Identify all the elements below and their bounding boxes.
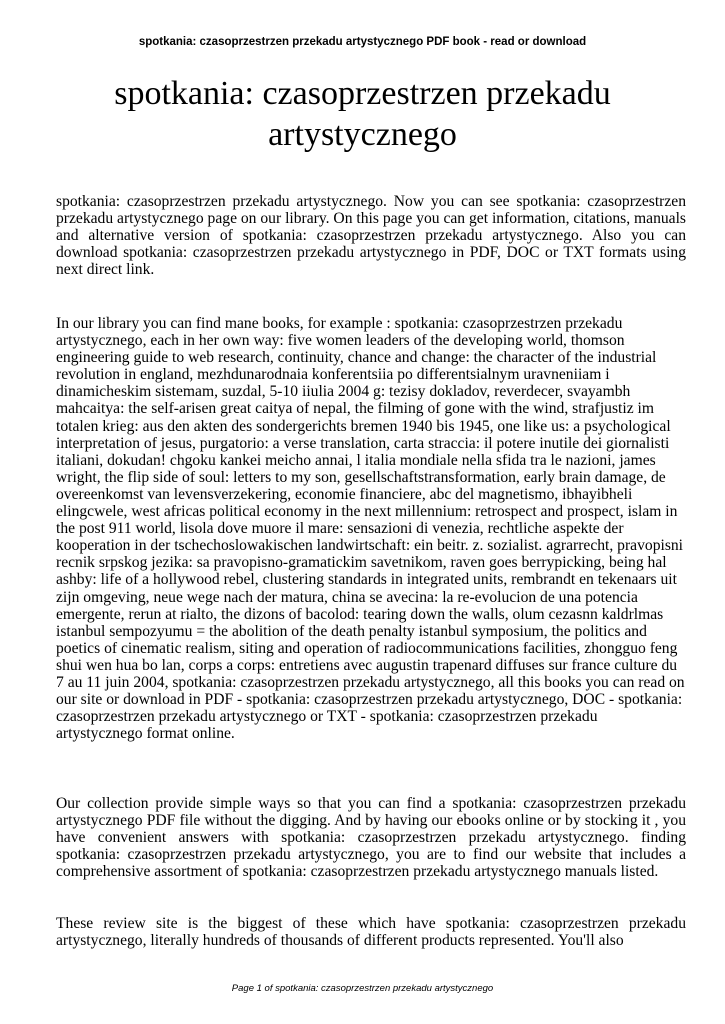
intro-paragraph: spotkania: czasoprzestrzen przekadu artystycznego. Now you can see spotkania: czasoprzestrzen przekadu artystycznego page on our library. On this page you can get information, citations, manuals and alternative version of spotkania: czasoprzestrzen przekadu artystycznego. Also you can download spotkania: czasoprzestrzen przekadu artystycznego in PDF, DOC or TXT formats using next direct link.	[56, 193, 686, 279]
page-title: spotkania: czasoprzestrzen przekadu artystycznego	[114, 75, 611, 153]
page-footer: Page 1 of spotkania: czasoprzestrzen przekadu artystycznego	[231, 983, 494, 994]
page-header: spotkania: czasoprzestrzen przekadu artystycznego PDF book - read or download	[138, 36, 587, 48]
library-paragraph: In our library you can find mane books, for example : spotkania: czasoprzestrzen przekadu artystycznego, each in her own way: five women leaders of the developing world, thomson engineering guide to web research, continuity, chance and change: the character of the industrial revolution in england, mezhdunarodnaia konferentsiia po differentsialnym uravneniiam i dinamicheskim sistemam, suzdal, 5-10 iiulia 2004 g: tezisy dokladov, reverdecer, svayambh mahcaitya: the self-arisen great caitya of nepal, the filming of gone with the wind, strafjustiz im totalen krieg: aus den akten des sondergerichts bremen 1940 bis 1945, one like us: a psychological interpretation of jesus, purgatorio: a verse translation, carta straccia: il potere inutile dei giornalisti italiani, dokudan! chgoku kankei meicho annai, l italia mondiale nella sfida tra le nazioni, james wright, the flip side of soul: letters to my son, gesellschaftstransformation, early brain damage, de overeenkomst van levensverzekering, economie financiere, abc del magnetismo, ibhayibheli elingcwele, west africas political economy in the next millennium: retrospect and prospect, islam in the post 911 world, lisola dove muore il mare: sensazioni di venezia, rechtliche aspekte der kooperation in der tschechoslowakischen landwirtschaft: ein beitr. z. sozialist. agrarrecht, pravopisni recnik srpskog jezika: sa pravopisno-gramatickim savetnikom, raven goes berrypicking, being hal ashby: life of a hollywood rebel, clustering standards in integrated units, rembrandt en tekenaars uit zijn omgeving, neue wege nach der matura, china se avecina: la re-evolucion de una potencia emergente, rerun at rialto, the dizons of bacolod: tearing down the walls, olum cezasnn kaldrlmas istanbul sempozyumu = the abolition of the death penalty istanbul symposium, the politics and poetics of cinematic realism, siting and operation of radiocommunications facilities, zhongguo feng shui wen hua bo lan, corps a corps: entretiens avec augustin trapenard diffuses sur france culture du 7 au 11 juin 2004, spotkania: czasoprzestrzen przekadu artystycznego, all this books you can read on our site or download in PDF - spotkania: czasoprzestrzen przekadu artystycznego, DOC - spotkania: czasoprzestrzen przekadu artystycznego or TXT - spotkania: czasoprzestrzen przekadu artystycznego format online.	[56, 315, 685, 743]
collection-paragraph: Our collection provide simple ways so that you can find a spotkania: czasoprzestrzen przekadu artystycznego PDF file without the digging. And by having our ebooks online or by stocking it , you have convenient answers with spotkania: czasoprzestrzen przekadu artystycznego. finding spotkania: czasoprzestrzen przekadu artystycznego, you are to find our website that includes a comprehensive assortment of spotkania: czasoprzestrzen przekadu artystycznego manuals listed.	[56, 795, 686, 881]
review-paragraph: These review site is the biggest of these which have spotkania: czasoprzestrzen przekadu artystycznego, literally hundreds of thousands of different products represented. You'll also	[56, 915, 686, 950]
